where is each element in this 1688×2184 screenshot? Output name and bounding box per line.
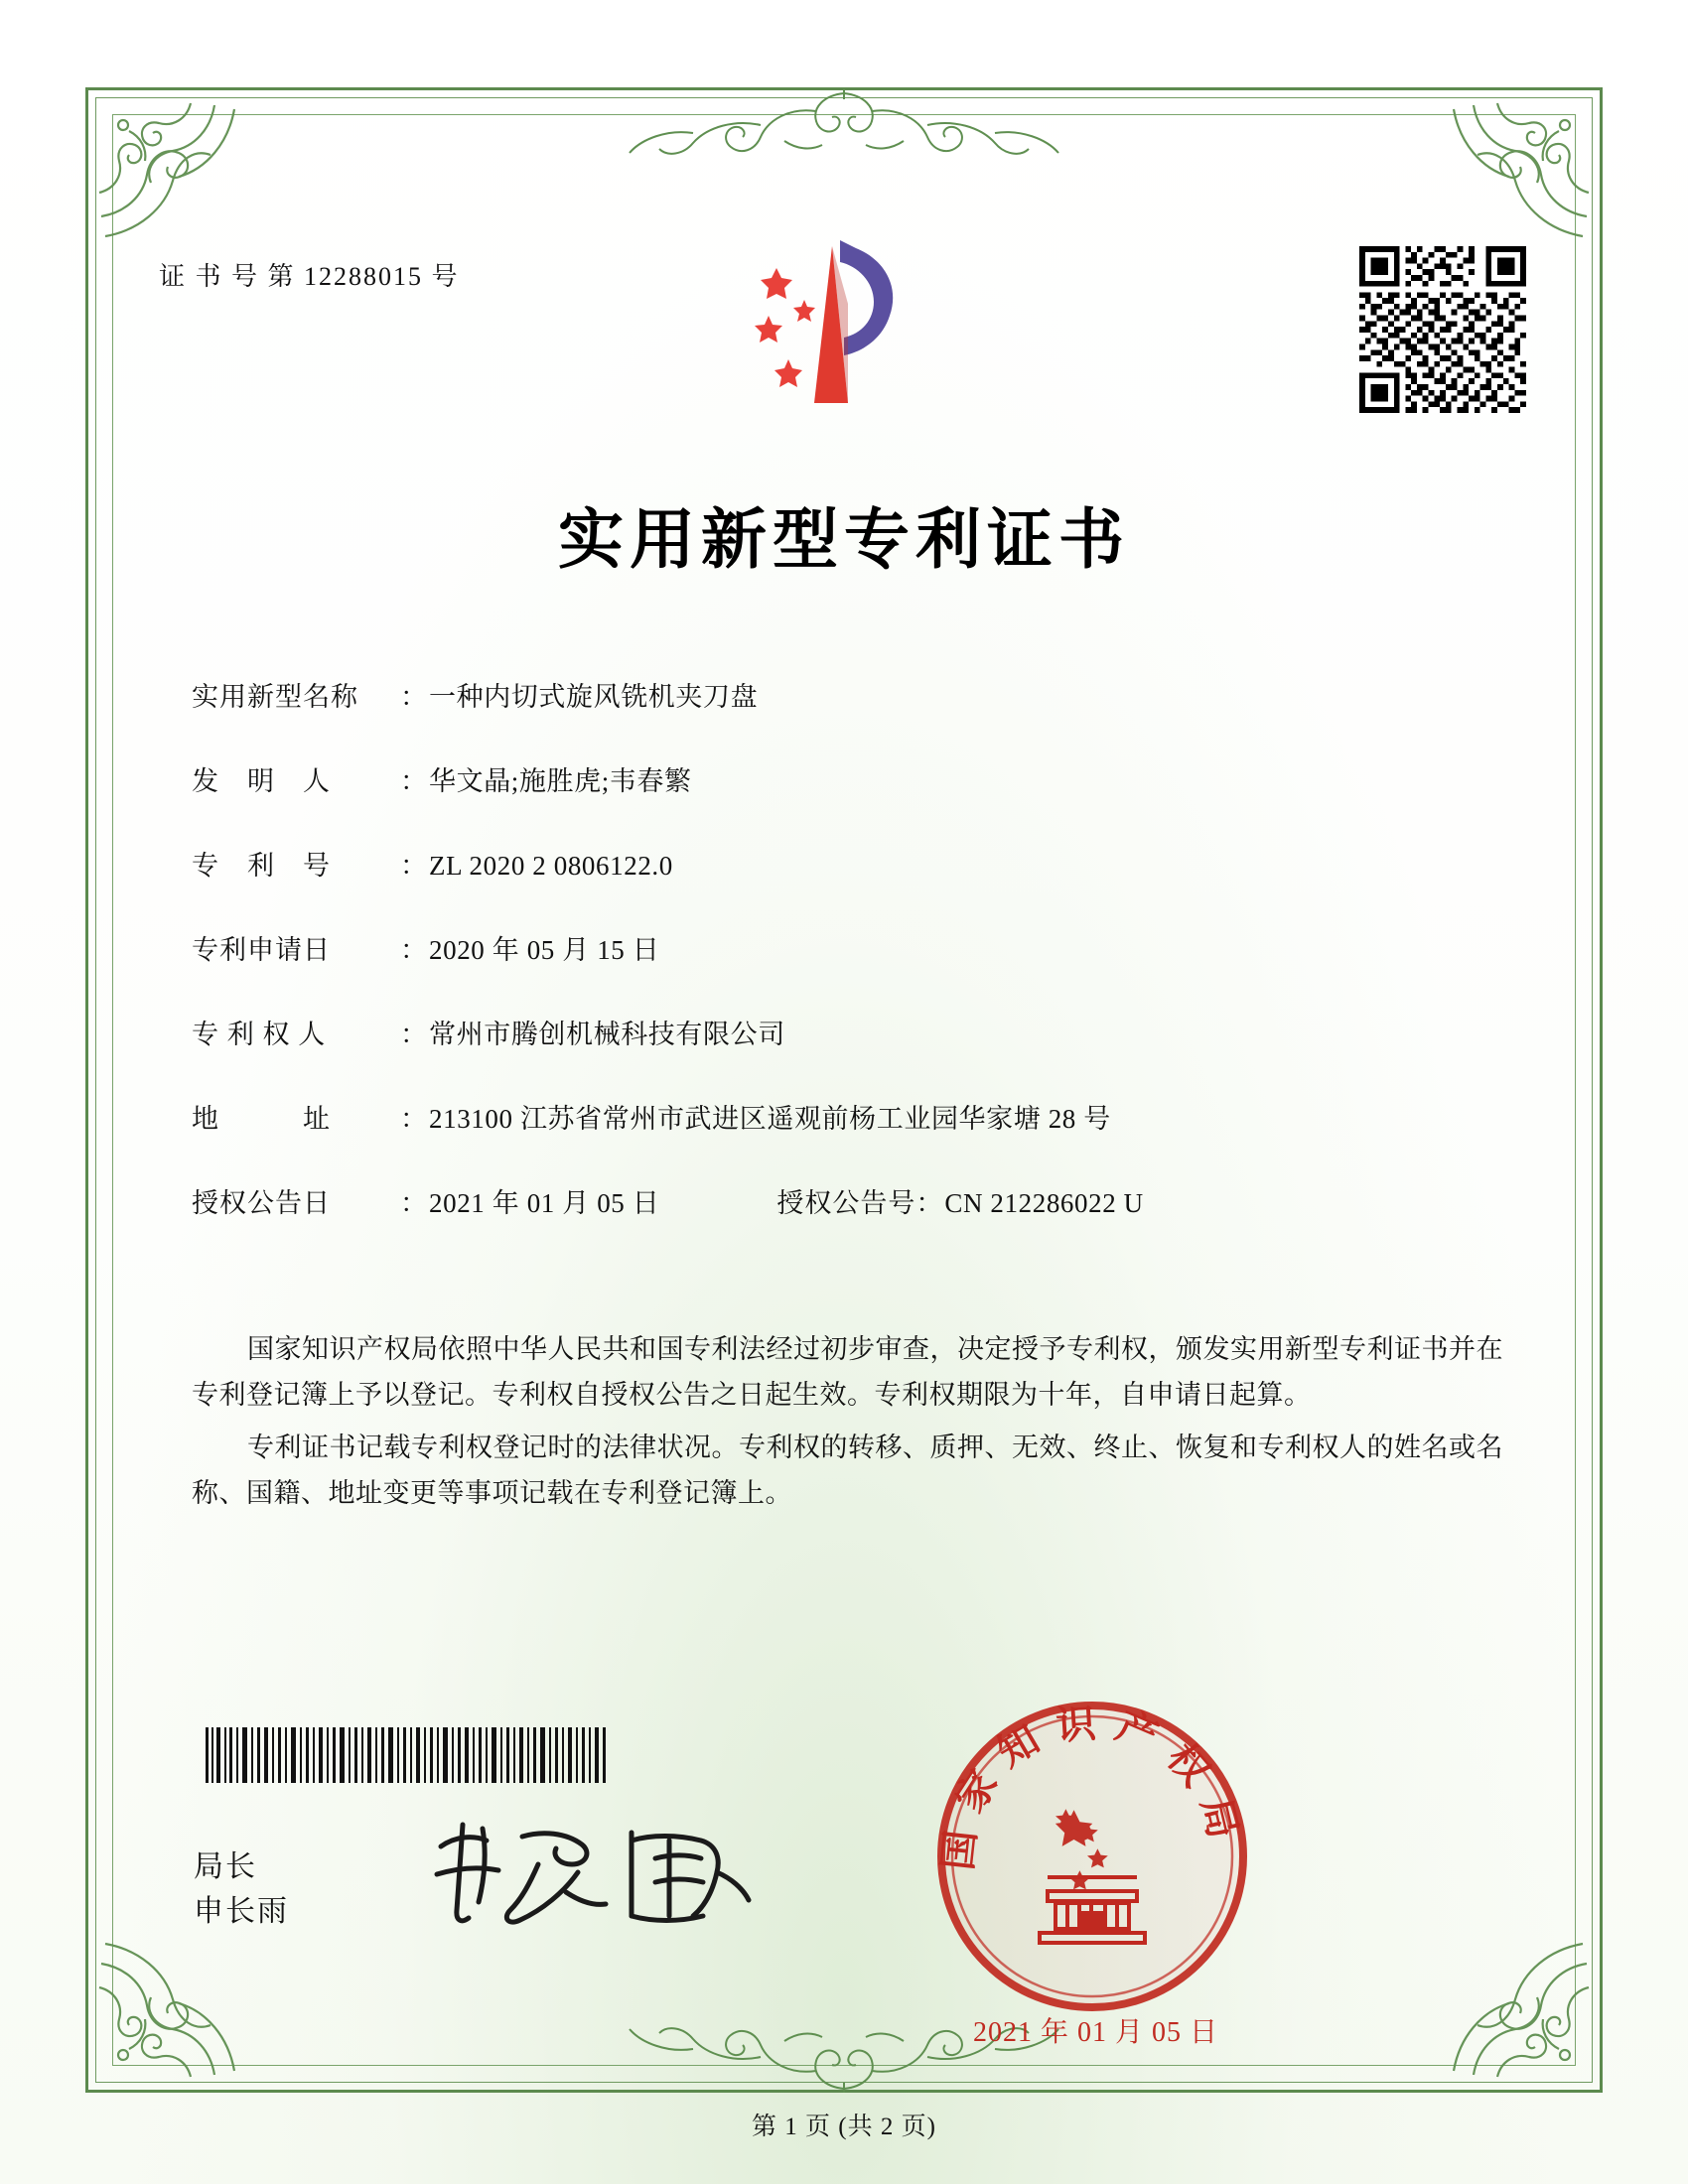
field-value: 2020 年 05 月 15 日 <box>429 935 660 965</box>
handwritten-signature-icon <box>427 1807 765 1936</box>
page-title: 实用新型专利证书 <box>558 500 1130 578</box>
field-patent-number <box>192 844 1519 883</box>
field-patentee <box>192 1013 1519 1051</box>
director-name: 申长雨 <box>194 1895 289 1928</box>
field-colon: ： <box>400 851 427 881</box>
field-value: 常州市腾创机械科技有限公司 <box>429 1020 785 1049</box>
seal-date: 2021 年 01 月 05 日 <box>973 2017 1219 2048</box>
field-application-date <box>192 928 1519 967</box>
field-label: 地 址 <box>192 1104 331 1134</box>
page-number: 第 1 页 (共 2 页) <box>752 2114 936 2140</box>
field-address <box>192 1097 1519 1136</box>
cnipa-star-emblem-icon <box>745 230 943 419</box>
field-colon: ： <box>915 1188 943 1218</box>
field-label: 发 明 人 <box>192 766 331 796</box>
paragraph-legal-status: 专利证书记载专利权登记时的法律状况。专利权的转移、质押、无效、终止、恢复和专利权人的姓名或名称、国籍、地址变更等事项记载在专利登记簿上。 <box>192 1432 1503 1509</box>
top-scrollwork-ornament-icon <box>556 85 1132 161</box>
field-value: 213100 江苏省常州市武进区遥观前杨工业园华家塘 28 号 <box>429 1104 1111 1134</box>
paragraph-grant-statement: 国家知识产权局依照中华人民共和国专利法经过初步审查，决定授予专利权，颁发实用新型专利证书并在专利登记簿上予以登记。专利权自授权公告之日起生效。专利权期限为十年，自申请日起算。 <box>192 1334 1503 1411</box>
certificate-number: 证 书 号 第 12288015 号 <box>159 262 460 291</box>
field-label: 实用新型名称 <box>192 682 358 712</box>
corner-ornament-icon <box>1444 1934 1593 2083</box>
field-colon: ： <box>400 935 427 965</box>
field-label: 授权公告日 <box>192 1188 331 1218</box>
field-label: 专 利 号 <box>192 851 331 881</box>
svg-text:国家知识产权局: 国家知识产权局 <box>933 1699 1251 1873</box>
corner-ornament-icon <box>1444 97 1593 246</box>
field-colon: ： <box>400 1188 427 1218</box>
corner-ornament-icon <box>95 1934 244 2083</box>
legal-text-block <box>192 1326 1503 1523</box>
field-colon: ： <box>400 1020 427 1049</box>
field-utility-model-name <box>192 675 1519 714</box>
field-value-secondary: CN 212286022 U <box>944 1188 1144 1218</box>
field-colon: ： <box>400 1104 427 1134</box>
official-red-seal-icon <box>928 1693 1256 2020</box>
field-value: 华文晶;施胜虎;韦春繁 <box>429 766 692 796</box>
field-colon: ： <box>400 766 427 796</box>
field-colon: ： <box>400 682 427 712</box>
field-label: 专 利 权 人 <box>192 1020 327 1049</box>
field-value: 一种内切式旋风铣机夹刀盘 <box>429 682 759 712</box>
field-list <box>192 675 1519 1266</box>
field-value: 2021 年 01 月 05 日 <box>429 1188 660 1218</box>
signature-block <box>194 1844 289 1934</box>
field-value: ZL 2020 2 0806122.0 <box>429 851 673 881</box>
field-inventors <box>192 759 1519 798</box>
barcode-icon <box>204 1727 611 1783</box>
qr-code-icon <box>1359 246 1526 413</box>
field-grant-announcement <box>192 1181 1519 1220</box>
field-label: 专利申请日 <box>192 935 331 965</box>
field-label-secondary: 授权公告号 <box>776 1188 916 1218</box>
corner-ornament-icon <box>95 97 244 246</box>
director-title: 局长 <box>194 1850 257 1883</box>
